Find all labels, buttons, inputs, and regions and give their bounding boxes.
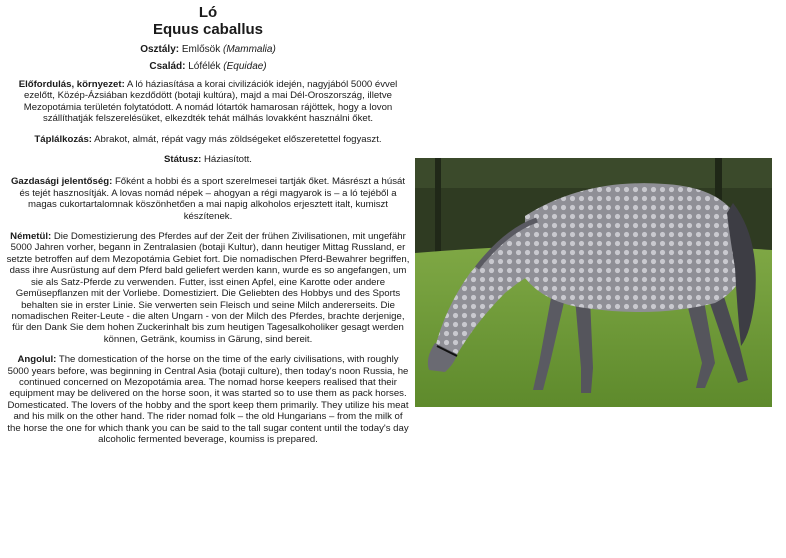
- section-economic: [6, 176, 410, 222]
- article-text: [6, 4, 410, 454]
- class-value: Emlősök: [181, 44, 221, 55]
- occurrence-label: Előfordulás, környezet:: [18, 79, 125, 90]
- food-label: Táplálkozás:: [34, 133, 92, 145]
- horse-photo: [415, 158, 772, 407]
- section-occurrence: [6, 79, 410, 125]
- classification: [6, 43, 410, 73]
- german-text: Die Domestizierung des Pferdes auf der Zeit der frühen Zivilisationen, mit ungefähr 5000 Jahren vorher, begann in Zentralasien (botaji Kultur), dann heutiger Mittag Russland, er setzte betroffen auf dem Mezopotámia Gebiet fort. Die nomadischen Pferd-Bewahrer begriffen, dass ihre Ausrüstung auf dem Pferd bald geliefert werden kann, wurde es so angefangen, um sie als Satz-Pferde zu verwenden. Futter, isst einen Apfel, eine Karotte oder andere Gemüsepflanzen mit der Vorliebe. Domestiziert. Die Geliebten des Hobbys und des Sports behalten sie in erster Linie. Sie verwerten sein Fleisch und seine Milch andererseits. Die nomadischen Reiter-Leute - die alten Ungarn - von der Milch des Pferdes, brachte derjenige, für den Dank Sie dem hohen Zuckerinhalt bis zum heutigen Tagesalkoholiker gesagt werden können, Getränk, koumiss in Gärung, sind bereit.: [6, 231, 410, 345]
- family-line: [6, 60, 410, 73]
- occurrence-text: A ló háziasítása a korai civilizációk idején, nagyjából 5000 évvel ezelőtt, Közép-Ázsiában kezdődött (botaji kultúra), majd a mai Dél-Oroszország, illetve Mezopotámia területén folytatódott. A nomád lótartók hamarosan rájöttek, hogy a lovon szállíthatják felszerelésüket, elkezdték tehát málhás lovakként használni őket.: [23, 79, 398, 125]
- status-text: Háziasított.: [203, 154, 252, 166]
- status-label: Státusz:: [164, 154, 202, 166]
- class-label: Osztály:: [140, 44, 180, 55]
- family-value: Lófélék: [188, 61, 221, 72]
- german-label: Németül:: [10, 231, 52, 243]
- economic-label: Gazdasági jelentőség:: [10, 176, 113, 188]
- section-status: [6, 154, 410, 165]
- family-label: Család:: [149, 61, 186, 72]
- section-food: [6, 134, 410, 145]
- class-latin: (Mammalia): [223, 44, 276, 55]
- economic-text: Főként a hobbi és a sport szerelmesei tartják őket. Másrészt a húsát és tejét hasznosítják. A lovas nomád népek – ahogyan a régi magyarok is – a ló tejéből a magas cukortartalomnak köszönhetően a mai napig alkoholos erjesztett italt, kumiszt készítenek.: [19, 176, 406, 222]
- english-text: The domestication of the horse on the time of the early civilisations, with roughly 5000 years before, was beginning in Central Asia (botaji culture), then today's noon Russia, he continued concerned on Mezopotámia area. The nomad horse keepers realised that their equipment may be delivered on the horse soon, it was started so to use them as pack horses. Domesticated. The lovers of the hobby and the sport keep them primarily. They utilize his meat and his milk on the other hand. The rider nomad folk – the old Hungarians – from the milk of the horse the one for which thank you can be said to the tall sugar content until the today's day alcoholic fermented beverage, koumiss is prepared.: [7, 354, 409, 445]
- class-line: [6, 43, 410, 56]
- latin-name: Equus caballus: [152, 21, 264, 38]
- section-german: [6, 231, 410, 345]
- english-label: Angolul:: [17, 354, 57, 366]
- section-english: [6, 354, 410, 445]
- food-text: Abrakot, almát, répát vagy más zöldségeket előszeretettel fogyaszt.: [94, 133, 382, 145]
- page-title: Ló: [198, 4, 218, 21]
- family-latin: (Equidae): [223, 61, 267, 72]
- horse-illustration: [415, 158, 772, 407]
